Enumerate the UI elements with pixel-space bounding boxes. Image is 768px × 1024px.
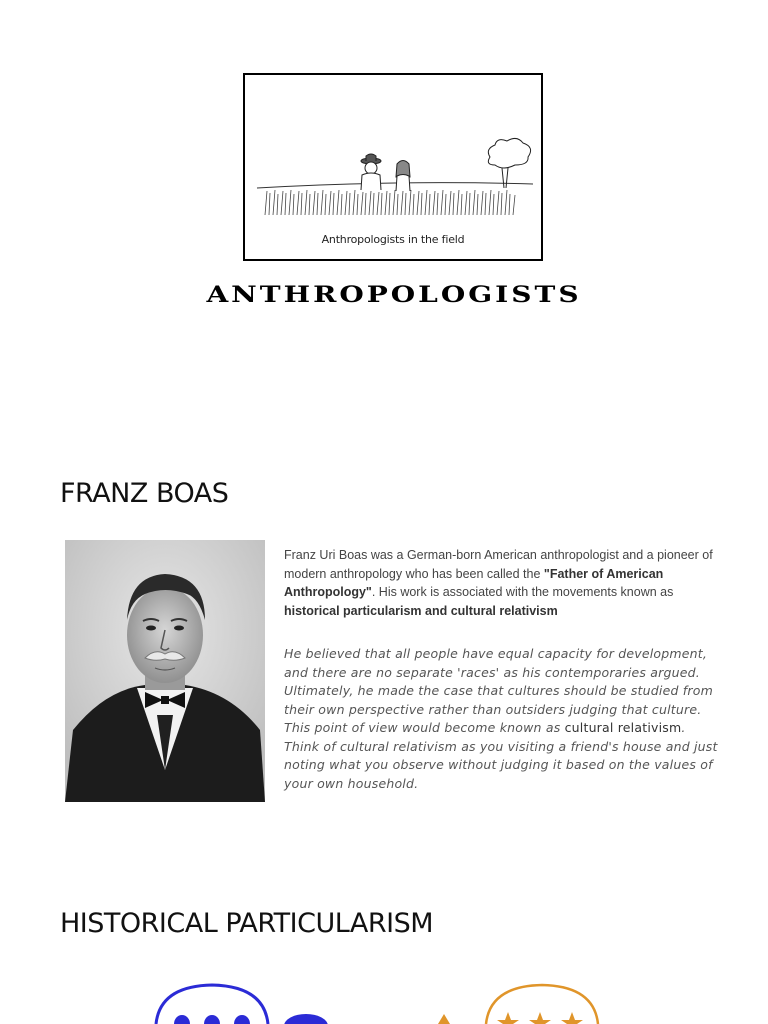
cartoon-illustration (245, 75, 541, 259)
tall-grass (265, 190, 515, 215)
franz-boas-portrait (65, 540, 265, 802)
blue-people-icon (156, 985, 328, 1024)
particularism-icons (0, 960, 768, 1024)
tree (488, 138, 530, 188)
bio-middle: . His work is associated with the movements known as (371, 585, 674, 599)
anthropologist-figures (361, 154, 410, 191)
cartoon-figure (243, 73, 543, 261)
section-heading-franz-boas: FRANZ BOAS (60, 478, 229, 509)
section-heading-historical-particularism: HISTORICAL PARTICULARISM (60, 908, 434, 939)
bio-intro: Franz Uri Boas was a German-born American anthropologist and a pioneer of modern anthropology who has been called the (284, 548, 713, 581)
belief-start: He believed that all people have equal capacity for development, and there are no separate 'races' as his contemporaries argued. Ultimately, he made the case that cultures should be studied from their own perspective rather than outsiders judging that culture. This point of view would become known as (284, 646, 713, 735)
belief-term: cultural relativism (564, 720, 682, 735)
bio-movements: historical particularism and cultural relativism (284, 603, 558, 618)
franz-boas-bio (284, 546, 722, 620)
bio-father-title: "Father of American Anthropology" (284, 566, 664, 599)
cartoon-caption: Anthropologists in the field (321, 233, 465, 246)
franz-boas-belief (284, 645, 724, 793)
belief-end: . Think of cultural relativism as you visiting a friend's house and just noting what you observe without judging it based on the values of your own household. (284, 720, 718, 791)
orange-stars-icon (438, 985, 598, 1024)
page-title: ANTHROPOLOGISTS (206, 281, 582, 308)
